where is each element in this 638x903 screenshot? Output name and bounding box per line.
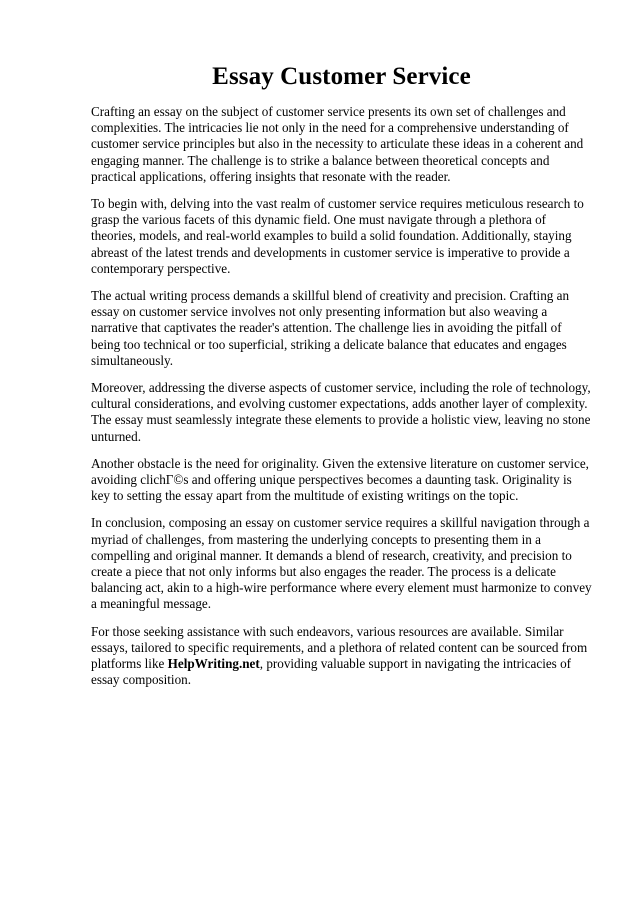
paragraph-writing-process: The actual writing process demands a skillful blend of creativity and precision. Crafting an essay on customer service involves not only presenting information but also weaving a narrative that captivates the reader's attention. The challenge lies in avoiding the pitfall of being too technical or too superficial, striking a delicate balance that educates and engages simultaneously.	[91, 288, 570, 368]
paragraph-diverse-aspects: Moreover, addressing the diverse aspects of customer service, including the role of technology, cultural considerations, and evolving customer expectations, adds another layer of complexity. The essay must seamlessly integrate these elements to provide a holistic view, leaving no stone unturned.	[91, 380, 591, 444]
paragraph-originality: Another obstacle is the need for originality. Given the extensive literature on customer service, avoiding clichГ©s and offering unique perspectives becomes a daunting task. Originality is key to setting the essay apart from the multitude of existing writings on the topic.	[91, 455, 589, 504]
resources-text-after: , providing valuable support in navigating the intricacies of essay composition.	[91, 656, 572, 688]
paragraph-conclusion: In conclusion, composing an essay on customer service requires a skillful navigation through a myriad of challenges, from mastering the underlying concepts to presenting them in a compelling and original manner. It demands a blend of research, creativity, and precision to create a piece that not only informs but also engages the reader. The process is a delicate balancing act, akin to a high-wire performance where every element must harmonize to convey a meaningful message.	[91, 515, 592, 612]
document-title: Essay Customer Service	[212, 63, 471, 90]
helpwriting-link[interactable]: HelpWriting.net	[167, 656, 260, 672]
paragraph-resources	[91, 624, 592, 689]
paragraph-research: To begin with, delving into the vast realm of customer service requires meticulous research to grasp the various facets of this dynamic field. One must navigate through a plethora of theories, models, and real-world examples to build a solid foundation. Additionally, staying abreast of the latest trends and developments in customer service is imperative to provide a contemporary perspective.	[91, 196, 584, 276]
paragraph-intro: Crafting an essay on the subject of customer service presents its own set of challenges and complexities. The intricacies lie not only in the need for a comprehensive understanding of customer service principles but also in the necessity to articulate these ideas in a coherent and engaging manner. The challenge is to strike a balance between theoretical concepts and practical applications, offering insights that resonate with the reader.	[91, 104, 584, 184]
resources-text-before: For those seeking assistance with such endeavors, various resources are available. Similar essays, tailored to specific requirements, and a plethora of related content can be sourced from platforms like	[91, 623, 588, 672]
